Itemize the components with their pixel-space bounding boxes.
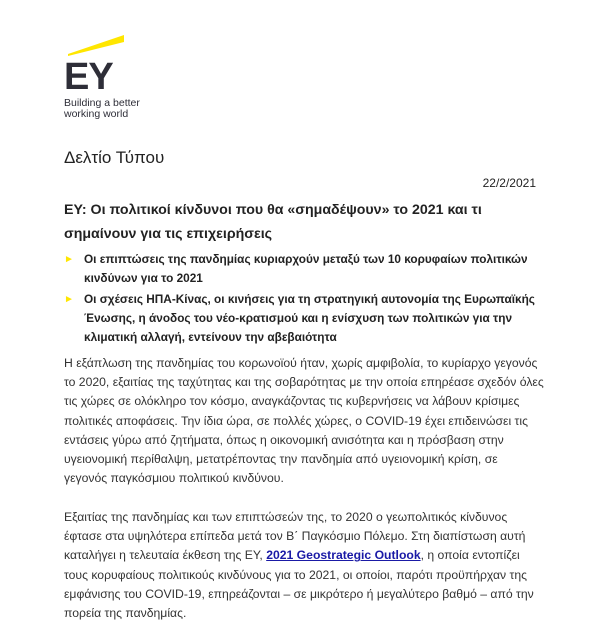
ey-logo [64,34,154,124]
geostrategic-outlook-link[interactable]: 2021 Geostrategic Outlook [266,548,421,563]
body-paragraph-2 [64,508,544,623]
body-paragraph-2-start: Εξαιτίας της πανδημίας και των επιπτώσεών της, το 2020 ο γεωπολιτικός κίνδυνος έφτασε στα υψηλότερα επίπεδα μετά τον Β΄ Παγκόσμιο Πόλεμο. Στη διαπίστωση αυτή καταλήγει η τελευταία έκθεση της EY, [64,510,526,563]
key-point-item [64,250,544,288]
ey-tagline-line1: Building a better [64,97,140,109]
document-type-heading: Δελτίο Τύπου [64,148,165,167]
body-paragraph-2-end: , η οποία εντοπίζει τους κορυφαίους πολιτικούς κινδύνους για το 2021, οι οποίοι, παρότι προϋπήρχαν της εμφάνισης του COVID-19, επηρεάζονται – σε μικρότερο ή μεγαλύτερο βαθμό – από την πορεία της πανδημίας. [64,548,534,621]
key-point-text: Οι επιπτώσεις της πανδημίας κυριαρχούν μεταξύ των 10 κορυφαίων πολιτικών κινδύνων για το 2021 [84,252,528,285]
body-paragraph-1: Η εξάπλωση της πανδημίας του κορωνοϊού ήταν, χωρίς αμφιβολία, το κυρίαρχο γεγονός το 2020, εξαιτίας της ταχύτητας και της σοβαρότητας με την οποία επηρέασε σχεδόν όλες τις χώρες σε ολόκληρο τον κόσμο, αναγκάζοντας τις κυβερνήσεις να λάβουν κρίσιμες πολιτικές αποφάσεις. Την ίδια ώρα, σε πολλές χώρες, ο COVID-19 έχει επιδεινώσει τις εντάσεις γύρω από ζητήματα, όπως η οικονομική ανισότητα και η πρόσβαση στην υγειονομική περίθαλψη, μετατρέποντας την πανδημία από υγειονομική κρίση, σε γεγονός παγκόσμιου πολιτικού κινδύνου. [64,356,544,486]
key-points-list [64,250,544,349]
bullet-arrow-icon: ► [64,254,74,265]
ey-logo-wordmark: EY [64,56,113,98]
press-release-headline: EY: Οι πολιτικοί κίνδυνοι που θα «σημαδέψουν» το 2021 και τι σημαίνουν για τις επιχειρήσεις [64,202,482,242]
ey-tagline [64,98,140,120]
key-point-text: Οι σχέσεις ΗΠΑ-Κίνας, οι κινήσεις για τη στρατηγική αυτονομία της Ευρωπαϊκής Ένωσης, η άνοδος του νέο-κρατισμού και η ενίσχυση των πολιτικών για την κλιματική αλλαγή, εντείνουν την αβεβαιότητα [84,292,535,344]
ey-tagline-line2: working world [64,108,129,120]
release-date: 22/2/2021 [482,176,536,190]
bullet-arrow-icon: ► [64,294,74,305]
key-point-item [64,290,544,347]
